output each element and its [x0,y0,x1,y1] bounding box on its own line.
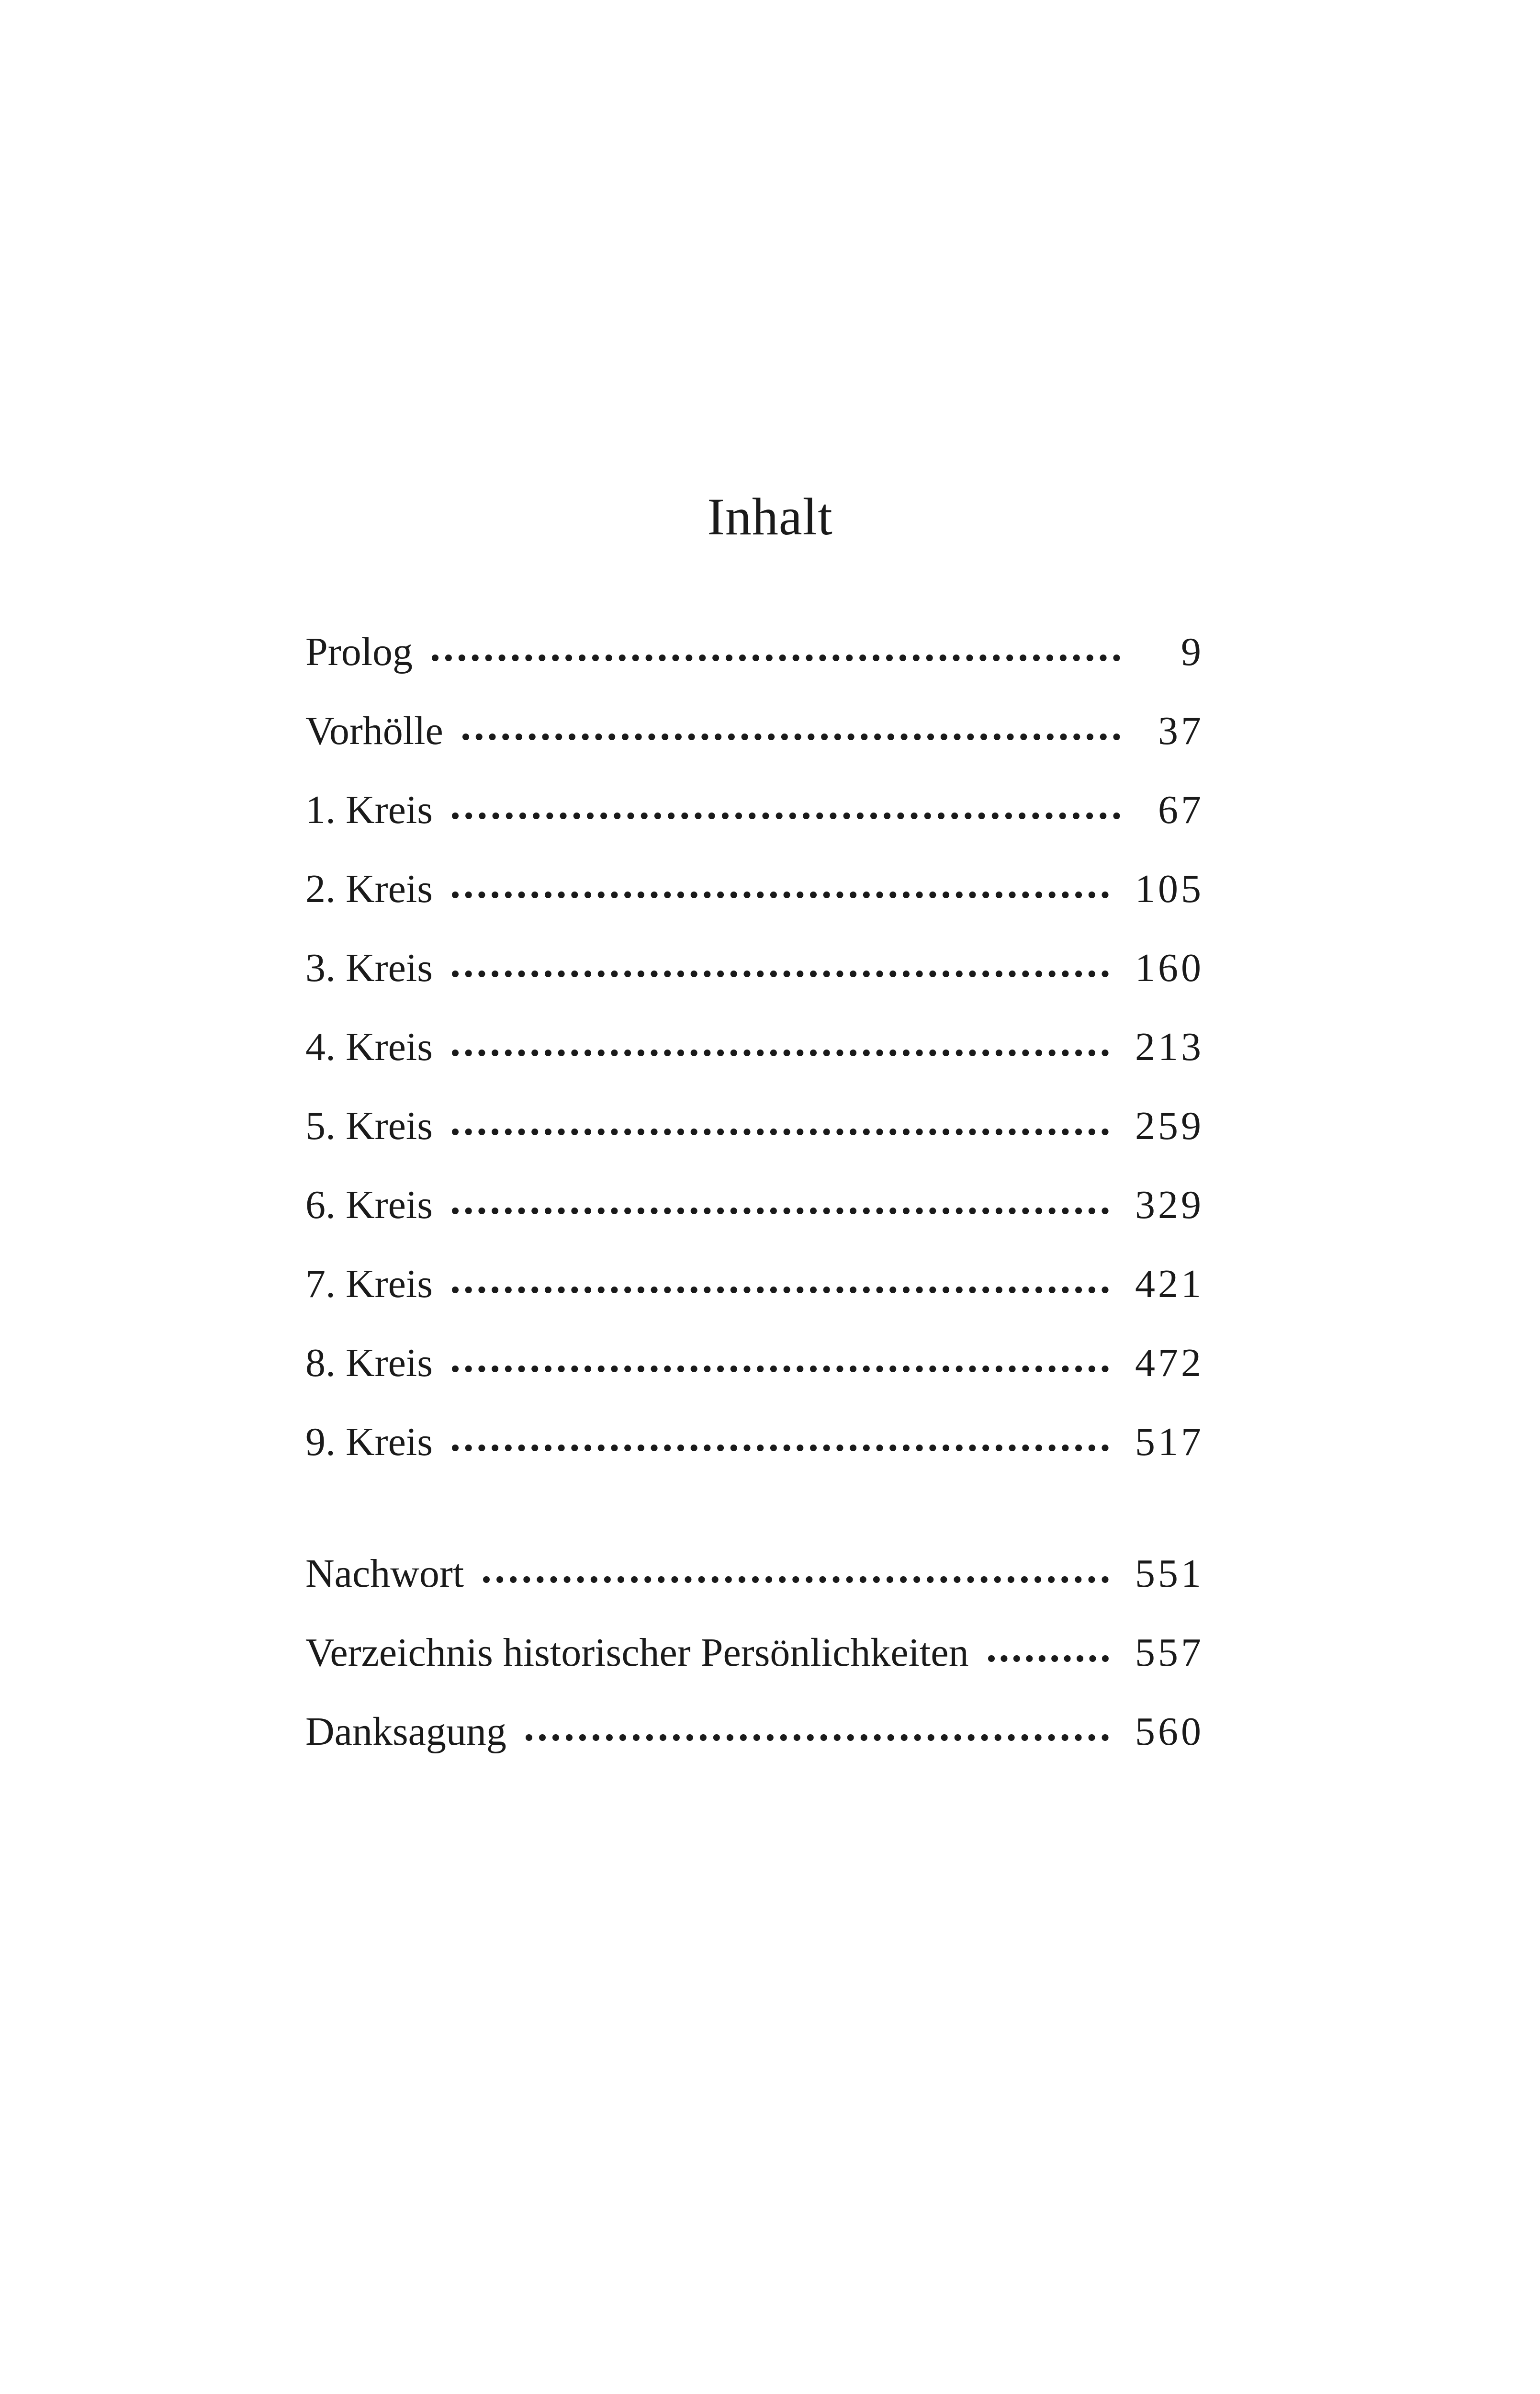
toc-entry-label: Vorhölle [305,709,443,753]
toc-entry [305,1185,1204,1242]
toc-entry-page: 329 [1135,1183,1204,1227]
dot-leader [452,971,1109,977]
dot-leader [462,734,1120,740]
page-title: Inhalt [707,487,833,546]
dot-leader [526,1734,1109,1741]
dot-leader [483,1576,1109,1583]
toc-entry-label: Prolog [305,630,413,674]
toc-entry [305,711,1204,768]
toc-entry-page: 9 [1181,630,1204,674]
toc-entry-label: 5. Kreis [305,1104,433,1148]
toc-entry [305,1027,1204,1084]
toc-entry-page: 472 [1135,1341,1204,1385]
dot-leader [452,892,1109,898]
toc-entry-page: 517 [1135,1420,1204,1464]
toc-entry-label: 7. Kreis [305,1262,433,1306]
toc-entry-page: 421 [1135,1262,1204,1306]
toc-entry [305,790,1204,847]
dot-leader [988,1655,1109,1662]
toc-entry [305,1709,1204,1769]
toc-entry [305,948,1204,1005]
toc-entry-label: 9. Kreis [305,1420,433,1464]
toc-entry-label: 1. Kreis [305,788,433,832]
toc-entry-label: Nachwort [305,1551,464,1596]
toc-entry-page: 67 [1158,788,1204,832]
toc-entry-label: 2. Kreis [305,867,433,911]
toc-entry-page: 560 [1135,1709,1204,1754]
dot-leader [452,1287,1109,1293]
toc-entry [305,1264,1204,1321]
dot-leader [452,1129,1109,1135]
toc-entry-page: 37 [1158,709,1204,753]
dot-leader [452,1366,1109,1372]
toc-entry-label: Verzeichnis historischer Persönlichkeiten [305,1630,969,1675]
toc-entry-label: 8. Kreis [305,1341,433,1385]
toc-entry-label: 6. Kreis [305,1183,433,1227]
dot-leader [452,1208,1109,1214]
toc-entry [305,1106,1204,1163]
toc-entry [305,1551,1204,1611]
toc-entry [305,632,1204,689]
dot-leader [432,655,1120,661]
toc-entry-page: 557 [1135,1630,1204,1675]
toc-entry-page: 105 [1135,867,1204,911]
dot-leader [452,1445,1109,1451]
toc-entry-page: 160 [1135,946,1204,990]
toc-entry [305,869,1204,926]
dot-leader [452,813,1120,819]
toc-entry-label: Danksagung [305,1709,506,1754]
toc-entry-page: 259 [1135,1104,1204,1148]
toc-entry-page: 551 [1135,1551,1204,1596]
toc-entry-label: 4. Kreis [305,1025,433,1069]
toc-entry-label: 3. Kreis [305,946,433,990]
toc-entry [305,1422,1204,1479]
toc-entry [305,1343,1204,1400]
dot-leader [452,1050,1109,1056]
toc-entry-page: 213 [1135,1025,1204,1069]
toc-entry [305,1630,1204,1690]
